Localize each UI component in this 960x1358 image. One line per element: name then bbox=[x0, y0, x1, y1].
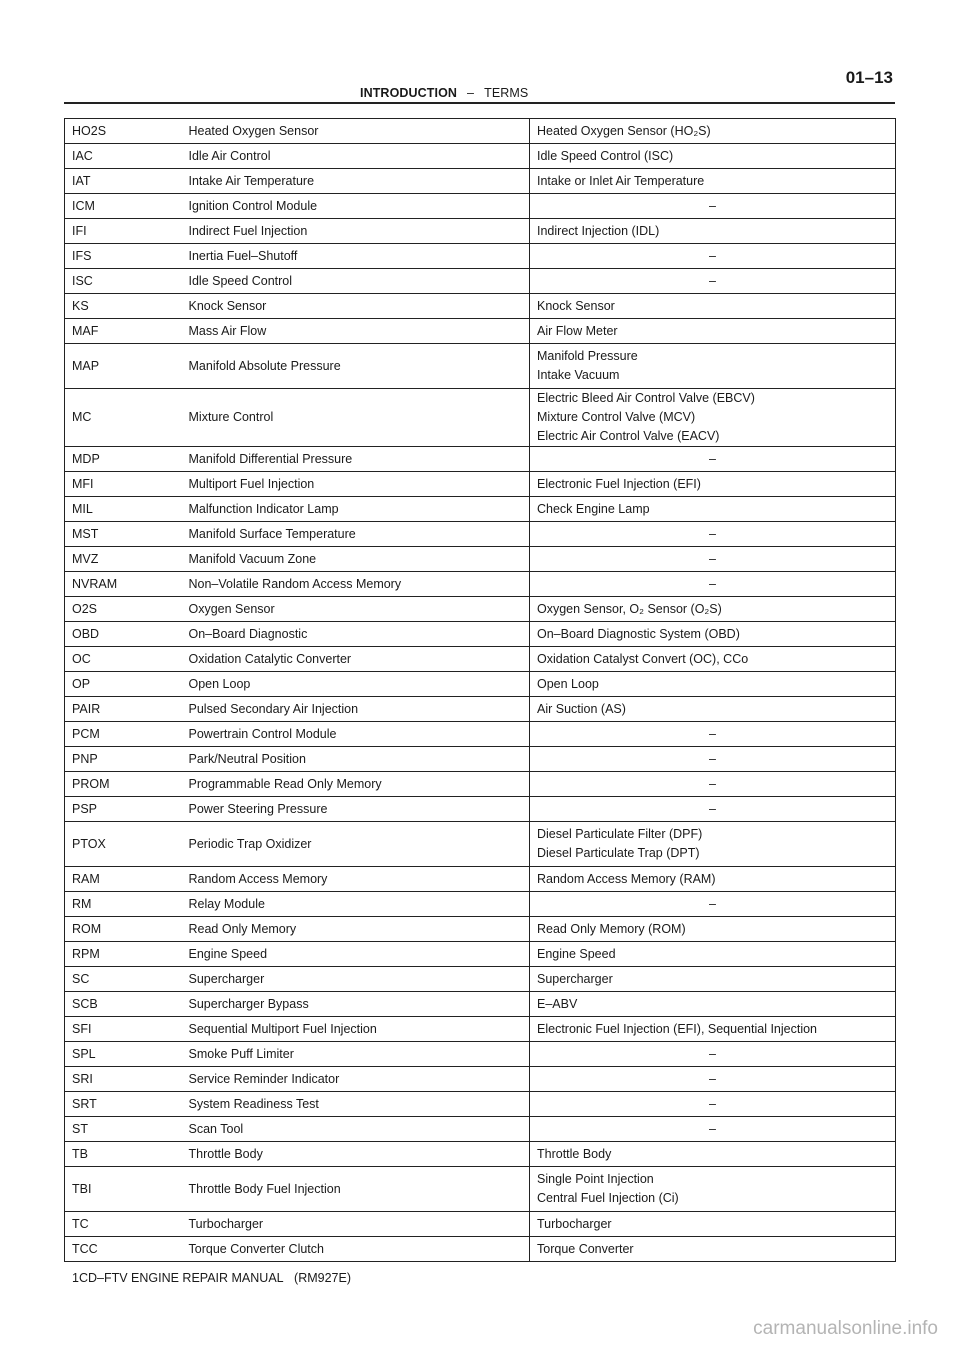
toyota-term-line: – bbox=[709, 198, 716, 213]
table-row bbox=[65, 389, 896, 447]
toyota-term-line: Read Only Memory (ROM) bbox=[537, 921, 686, 936]
table-row bbox=[65, 597, 896, 622]
table-row bbox=[65, 344, 896, 389]
toyota-term-cell bbox=[530, 1092, 896, 1117]
table-row bbox=[65, 1017, 896, 1042]
sae-term-cell: Engine Speed bbox=[182, 942, 530, 967]
toyota-term-cell bbox=[530, 497, 896, 522]
toyota-term-cell bbox=[530, 892, 896, 917]
abbreviation-cell: OC bbox=[65, 647, 182, 672]
toyota-term-line: Electric Air Control Valve (EACV) bbox=[537, 429, 720, 443]
sae-term-cell: Scan Tool bbox=[182, 1117, 530, 1142]
toyota-term-line: Oxidation Catalyst Convert (OC), CCo bbox=[537, 651, 749, 666]
toyota-term-cell bbox=[530, 1017, 896, 1042]
sae-term-cell: Throttle Body Fuel Injection bbox=[182, 1167, 530, 1212]
toyota-term-cell bbox=[530, 572, 896, 597]
toyota-term-line: – bbox=[709, 1046, 716, 1061]
sae-term-cell: Sequential Multiport Fuel Injection bbox=[182, 1017, 530, 1042]
watermark: carmanualsonline.info bbox=[753, 1318, 938, 1339]
table-row bbox=[65, 169, 896, 194]
toyota-term-line: On–Board Diagnostic System (OBD) bbox=[537, 626, 740, 641]
toyota-term-cell bbox=[530, 722, 896, 747]
toyota-term-line: Engine Speed bbox=[537, 946, 616, 961]
abbreviation-cell: PROM bbox=[65, 772, 182, 797]
toyota-term-line: Electric Bleed Air Control Valve (EBCV) bbox=[537, 391, 755, 405]
toyota-term-cell bbox=[530, 522, 896, 547]
toyota-term-line: Mixture Control Valve (MCV) bbox=[537, 410, 696, 424]
sae-term-cell: Turbocharger bbox=[182, 1212, 530, 1237]
abbreviation-cell: ICM bbox=[65, 194, 182, 219]
toyota-term-line: Air Flow Meter bbox=[537, 323, 618, 338]
section-title: INTRODUCTION bbox=[360, 86, 458, 100]
toyota-term-line: – bbox=[709, 526, 716, 541]
toyota-term-cell bbox=[530, 822, 896, 867]
toyota-term-cell bbox=[530, 169, 896, 194]
sae-term-cell: Periodic Trap Oxidizer bbox=[182, 822, 530, 867]
sae-term-cell: Service Reminder Indicator bbox=[182, 1067, 530, 1092]
toyota-term-line: – bbox=[709, 451, 716, 466]
toyota-term-cell bbox=[530, 119, 896, 144]
toyota-term-cell bbox=[530, 1237, 896, 1262]
abbreviation-cell: SC bbox=[65, 967, 182, 992]
toyota-term-line: Random Access Memory (RAM) bbox=[537, 871, 716, 886]
toyota-term-line: Electronic Fuel Injection (EFI) bbox=[537, 476, 701, 491]
toyota-term-cell bbox=[530, 992, 896, 1017]
sae-term-cell: Knock Sensor bbox=[182, 294, 530, 319]
toyota-term-cell bbox=[530, 1167, 896, 1212]
terms-table bbox=[64, 118, 896, 1262]
toyota-term-line: Throttle Body bbox=[537, 1146, 612, 1161]
sae-term-cell: Heated Oxygen Sensor bbox=[182, 119, 530, 144]
abbreviation-cell: SFI bbox=[65, 1017, 182, 1042]
toyota-term-cell bbox=[530, 244, 896, 269]
toyota-term-cell bbox=[530, 867, 896, 892]
abbreviation-cell: SRT bbox=[65, 1092, 182, 1117]
toyota-term-cell bbox=[530, 797, 896, 822]
toyota-term-cell bbox=[530, 697, 896, 722]
toyota-term-cell bbox=[530, 447, 896, 472]
abbreviation-cell: HO2S bbox=[65, 119, 182, 144]
table-row bbox=[65, 1117, 896, 1142]
toyota-term-line: Supercharger bbox=[537, 971, 613, 986]
sae-term-cell: Intake Air Temperature bbox=[182, 169, 530, 194]
toyota-term-line: – bbox=[709, 776, 716, 791]
toyota-term-cell bbox=[530, 672, 896, 697]
sae-term-cell: Manifold Vacuum Zone bbox=[182, 547, 530, 572]
abbreviation-cell: KS bbox=[65, 294, 182, 319]
sae-term-cell: Supercharger bbox=[182, 967, 530, 992]
toyota-term-cell bbox=[530, 967, 896, 992]
toyota-term-cell bbox=[530, 772, 896, 797]
toyota-term-line: Intake or Inlet Air Temperature bbox=[537, 173, 705, 188]
table-row bbox=[65, 1092, 896, 1117]
sae-term-cell: Open Loop bbox=[182, 672, 530, 697]
table-row bbox=[65, 892, 896, 917]
table-row bbox=[65, 672, 896, 697]
sae-term-cell: Inertia Fuel–Shutoff bbox=[182, 244, 530, 269]
abbreviation-cell: MFI bbox=[65, 472, 182, 497]
page-number: 01–13 bbox=[845, 68, 893, 87]
table-row bbox=[65, 697, 896, 722]
toyota-term-cell bbox=[530, 597, 896, 622]
toyota-term-line: Air Suction (AS) bbox=[537, 701, 626, 716]
table-row bbox=[65, 144, 896, 169]
table-row bbox=[65, 194, 896, 219]
toyota-term-line: – bbox=[709, 1121, 716, 1136]
table-row bbox=[65, 747, 896, 772]
toyota-term-cell bbox=[530, 1117, 896, 1142]
sae-term-cell: Non–Volatile Random Access Memory bbox=[182, 572, 530, 597]
abbreviation-cell: ROM bbox=[65, 917, 182, 942]
toyota-term-cell bbox=[530, 1042, 896, 1067]
table-row bbox=[65, 547, 896, 572]
table-row bbox=[65, 622, 896, 647]
table-row bbox=[65, 1212, 896, 1237]
toyota-term-cell bbox=[530, 269, 896, 294]
abbreviation-cell: PTOX bbox=[65, 822, 182, 867]
abbreviation-cell: MDP bbox=[65, 447, 182, 472]
toyota-term-line: – bbox=[709, 273, 716, 288]
abbreviation-cell: SCB bbox=[65, 992, 182, 1017]
table-row bbox=[65, 522, 896, 547]
toyota-term-cell bbox=[530, 547, 896, 572]
table-row bbox=[65, 822, 896, 867]
table-row bbox=[65, 942, 896, 967]
abbreviation-cell: PNP bbox=[65, 747, 182, 772]
abbreviation-cell: TB bbox=[65, 1142, 182, 1167]
abbreviation-cell: ST bbox=[65, 1117, 182, 1142]
toyota-term-cell bbox=[530, 344, 896, 389]
toyota-term-line: – bbox=[709, 801, 716, 816]
abbreviation-cell: TC bbox=[65, 1212, 182, 1237]
toyota-term-line: – bbox=[709, 751, 716, 766]
abbreviation-cell: MVZ bbox=[65, 547, 182, 572]
table-row bbox=[65, 867, 896, 892]
toyota-term-line: Single Point Injection bbox=[537, 1172, 654, 1186]
sae-term-cell: Oxygen Sensor bbox=[182, 597, 530, 622]
abbreviation-cell: SPL bbox=[65, 1042, 182, 1067]
toyota-term-line: E–ABV bbox=[537, 996, 578, 1011]
abbreviation-cell: MC bbox=[65, 389, 182, 447]
table-row bbox=[65, 917, 896, 942]
table-row bbox=[65, 992, 896, 1017]
manual-code: (RM927E) bbox=[294, 1271, 352, 1285]
toyota-term-line: Oxygen Sensor, O₂ Sensor (O₂S) bbox=[537, 601, 722, 616]
toyota-term-cell bbox=[530, 647, 896, 672]
toyota-term-line: Central Fuel Injection (Ci) bbox=[537, 1191, 679, 1205]
abbreviation-cell: IAT bbox=[65, 169, 182, 194]
sae-term-cell: Mixture Control bbox=[182, 389, 530, 447]
abbreviation-cell: ISC bbox=[65, 269, 182, 294]
sae-term-cell: Oxidation Catalytic Converter bbox=[182, 647, 530, 672]
toyota-term-cell bbox=[530, 917, 896, 942]
toyota-term-line: – bbox=[709, 1096, 716, 1111]
toyota-term-cell bbox=[530, 194, 896, 219]
table-row bbox=[65, 119, 896, 144]
sae-term-cell: Relay Module bbox=[182, 892, 530, 917]
terms-table-body bbox=[65, 119, 896, 1262]
sae-term-cell: Powertrain Control Module bbox=[182, 722, 530, 747]
sae-term-cell: System Readiness Test bbox=[182, 1092, 530, 1117]
sae-term-cell: Mass Air Flow bbox=[182, 319, 530, 344]
toyota-term-line: Diesel Particulate Filter (DPF) bbox=[537, 827, 703, 841]
sae-term-cell: Throttle Body bbox=[182, 1142, 530, 1167]
table-row bbox=[65, 319, 896, 344]
sae-term-cell: Torque Converter Clutch bbox=[182, 1237, 530, 1262]
sae-term-cell: Manifold Absolute Pressure bbox=[182, 344, 530, 389]
sae-term-cell: Power Steering Pressure bbox=[182, 797, 530, 822]
abbreviation-cell: IFS bbox=[65, 244, 182, 269]
toyota-term-line: Idle Speed Control (ISC) bbox=[537, 148, 674, 163]
table-row bbox=[65, 244, 896, 269]
abbreviation-cell: IFI bbox=[65, 219, 182, 244]
page-header bbox=[64, 68, 895, 104]
table-row bbox=[65, 1142, 896, 1167]
toyota-term-cell bbox=[530, 942, 896, 967]
sae-term-cell: Manifold Surface Temperature bbox=[182, 522, 530, 547]
header-separator: – bbox=[467, 86, 475, 100]
abbreviation-cell: NVRAM bbox=[65, 572, 182, 597]
toyota-term-line: Torque Converter bbox=[537, 1241, 634, 1256]
abbreviation-cell: OP bbox=[65, 672, 182, 697]
toyota-term-line: – bbox=[709, 576, 716, 591]
table-row bbox=[65, 772, 896, 797]
toyota-term-cell bbox=[530, 472, 896, 497]
table-row bbox=[65, 967, 896, 992]
sae-term-cell: Malfunction Indicator Lamp bbox=[182, 497, 530, 522]
sae-term-cell: Supercharger Bypass bbox=[182, 992, 530, 1017]
toyota-term-line: Manifold Pressure bbox=[537, 349, 638, 363]
sae-term-cell: Idle Air Control bbox=[182, 144, 530, 169]
toyota-term-line: Knock Sensor bbox=[537, 298, 615, 313]
toyota-term-cell bbox=[530, 294, 896, 319]
sae-term-cell: Programmable Read Only Memory bbox=[182, 772, 530, 797]
sae-term-cell: Read Only Memory bbox=[182, 917, 530, 942]
abbreviation-cell: RM bbox=[65, 892, 182, 917]
toyota-term-line: – bbox=[709, 726, 716, 741]
abbreviation-cell: RPM bbox=[65, 942, 182, 967]
sae-term-cell: Random Access Memory bbox=[182, 867, 530, 892]
abbreviation-cell: MIL bbox=[65, 497, 182, 522]
table-row bbox=[65, 269, 896, 294]
abbreviation-cell: MAP bbox=[65, 344, 182, 389]
toyota-term-cell bbox=[530, 389, 896, 447]
sae-term-cell: On–Board Diagnostic bbox=[182, 622, 530, 647]
abbreviation-cell: PAIR bbox=[65, 697, 182, 722]
toyota-term-line: Electronic Fuel Injection (EFI), Sequential Injection bbox=[537, 1021, 817, 1036]
sae-term-cell: Multiport Fuel Injection bbox=[182, 472, 530, 497]
subsection-title: TERMS bbox=[484, 86, 529, 100]
toyota-term-line: – bbox=[709, 248, 716, 263]
toyota-term-cell bbox=[530, 319, 896, 344]
abbreviation-cell: PSP bbox=[65, 797, 182, 822]
toyota-term-line: Open Loop bbox=[537, 676, 599, 691]
toyota-term-line: Diesel Particulate Trap (DPT) bbox=[537, 846, 700, 860]
abbreviation-cell: MAF bbox=[65, 319, 182, 344]
table-row bbox=[65, 647, 896, 672]
abbreviation-cell: IAC bbox=[65, 144, 182, 169]
table-row bbox=[65, 472, 896, 497]
toyota-term-cell bbox=[530, 622, 896, 647]
table-row bbox=[65, 1067, 896, 1092]
abbreviation-cell: TCC bbox=[65, 1237, 182, 1262]
sae-term-cell: Manifold Differential Pressure bbox=[182, 447, 530, 472]
sae-term-cell: Indirect Fuel Injection bbox=[182, 219, 530, 244]
abbreviation-cell: OBD bbox=[65, 622, 182, 647]
page-footer bbox=[72, 1271, 351, 1285]
toyota-term-cell bbox=[530, 1067, 896, 1092]
toyota-term-line: Heated Oxygen Sensor (HO₂S) bbox=[537, 123, 711, 138]
sae-term-cell: Ignition Control Module bbox=[182, 194, 530, 219]
toyota-term-line: – bbox=[709, 896, 716, 911]
toyota-term-cell bbox=[530, 1142, 896, 1167]
table-row bbox=[65, 219, 896, 244]
toyota-term-line: Turbocharger bbox=[537, 1216, 612, 1231]
toyota-term-line: Check Engine Lamp bbox=[537, 501, 650, 516]
sae-term-cell: Park/Neutral Position bbox=[182, 747, 530, 772]
table-row bbox=[65, 1042, 896, 1067]
abbreviation-cell: TBI bbox=[65, 1167, 182, 1212]
table-row bbox=[65, 447, 896, 472]
abbreviation-cell: PCM bbox=[65, 722, 182, 747]
abbreviation-cell: RAM bbox=[65, 867, 182, 892]
toyota-term-cell bbox=[530, 1212, 896, 1237]
table-row bbox=[65, 722, 896, 747]
abbreviation-cell: SRI bbox=[65, 1067, 182, 1092]
sae-term-cell: Pulsed Secondary Air Injection bbox=[182, 697, 530, 722]
abbreviation-cell: MST bbox=[65, 522, 182, 547]
header-title bbox=[360, 86, 528, 100]
abbreviation-cell: O2S bbox=[65, 597, 182, 622]
toyota-term-cell bbox=[530, 144, 896, 169]
sae-term-cell: Smoke Puff Limiter bbox=[182, 1042, 530, 1067]
toyota-term-line: Indirect Injection (IDL) bbox=[537, 223, 660, 238]
table-row bbox=[65, 797, 896, 822]
sae-term-cell: Idle Speed Control bbox=[182, 269, 530, 294]
table-row bbox=[65, 572, 896, 597]
table-row bbox=[65, 1167, 896, 1212]
header-rule bbox=[64, 102, 895, 104]
toyota-term-cell bbox=[530, 747, 896, 772]
table-row bbox=[65, 497, 896, 522]
toyota-term-line: Intake Vacuum bbox=[537, 368, 620, 382]
toyota-term-line: – bbox=[709, 1071, 716, 1086]
toyota-term-cell bbox=[530, 219, 896, 244]
table-row bbox=[65, 294, 896, 319]
toyota-term-line: – bbox=[709, 551, 716, 566]
manual-title: 1CD–FTV ENGINE REPAIR MANUAL bbox=[72, 1271, 284, 1285]
table-row bbox=[65, 1237, 896, 1262]
